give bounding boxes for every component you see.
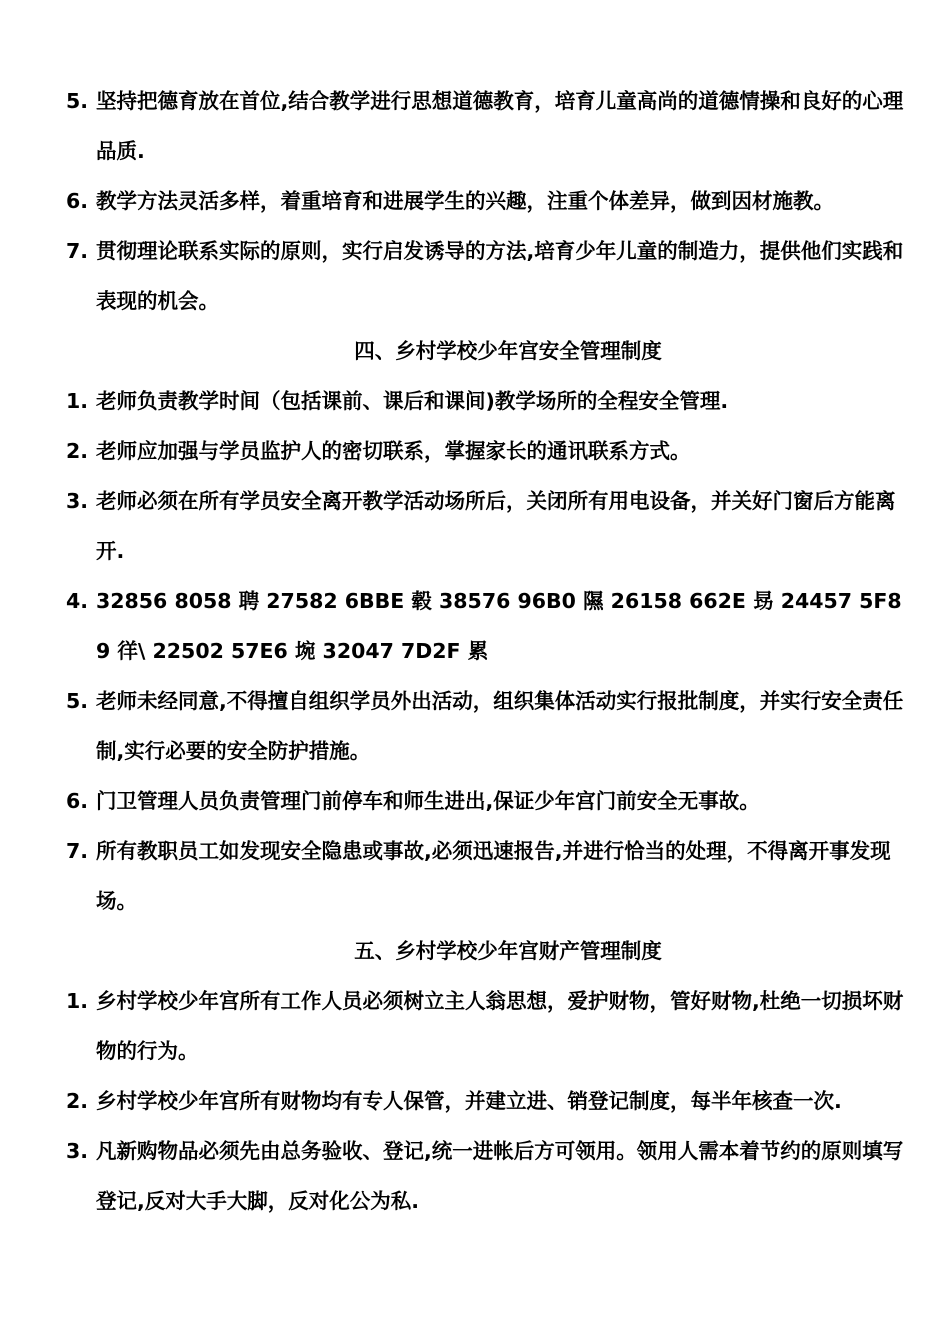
item-number: 3. <box>66 1139 89 1163</box>
item-text: 乡村学校少年宫所有工作人员必须树立主人翁思想，爱护财物，管好财物,杜绝一切损坏财物的行为。 <box>96 989 904 1063</box>
list-item <box>66 226 910 326</box>
item-text: 贯彻理论联系实际的原则，实行启发诱导的方法,培育少年儿童的制造力，提供他们实践和表现的机会。 <box>96 239 904 313</box>
section-heading: 五、乡村学校少年宫财产管理制度 <box>354 939 662 963</box>
section-heading: 四、乡村学校少年宫安全管理制度 <box>354 339 662 363</box>
item-text: 老师负责教学时间（包括课前、课后和课间)教学场所的全程安全管理. <box>96 389 729 413</box>
item-number: 5. <box>66 689 89 713</box>
item-text: 凡新购物品必须先由总务验收、登记,统一进帐后方可领用。领用人需本着节约的原则填写登记,反对大手大脚，反对化公为私. <box>96 1139 904 1213</box>
item-text: 乡村学校少年宫所有财物均有专人保管，并建立进、销登记制度，每半年核查一次. <box>96 1089 842 1113</box>
item-text: 门卫管理人员负责管理门前停车和师生进出,保证少年宫门前安全无事故。 <box>96 789 760 813</box>
list-item <box>66 1076 910 1126</box>
list-item <box>66 476 910 576</box>
item-number: 2. <box>66 439 89 463</box>
list-item <box>66 376 910 426</box>
item-number: 1. <box>66 989 89 1013</box>
item-number: 5. <box>66 89 89 113</box>
item-number: 1. <box>66 389 89 413</box>
list-item <box>66 176 910 226</box>
item-text: 坚持把德育放在首位,结合教学进行思想道德教育，培育儿童高尚的道德情操和良好的心理品质. <box>96 89 904 163</box>
list-item <box>66 576 910 676</box>
list-item <box>66 776 910 826</box>
item-text: 老师必须在所有学员安全离开教学活动场所后，关闭所有用电设备，并关好门窗后方能离开. <box>96 489 896 563</box>
item-number: 4. <box>66 589 89 613</box>
item-number: 7. <box>66 239 89 263</box>
list-item <box>66 976 910 1076</box>
list-item <box>66 676 910 776</box>
item-text: 老师应加强与学员监护人的密切联系，掌握家长的通讯联系方式。 <box>96 439 691 463</box>
item-number: 7. <box>66 839 89 863</box>
item-number: 6. <box>66 189 89 213</box>
list-item <box>66 76 910 176</box>
item-text: 32856 8058 聘 27582 6BBE 毂 38576 96B0 隰 26158 662E 昮 24457 5F89 徉\ 22502 57E6 埦 32047 7D2F 累 <box>96 589 902 663</box>
item-number: 6. <box>66 789 89 813</box>
item-text: 所有教职员工如发现安全隐患或事故,必须迅速报告,并进行恰当的处理，不得离开事发现场。 <box>96 839 891 913</box>
item-text: 老师未经同意,不得擅自组织学员外出活动，组织集体活动实行报批制度，并实行安全责任制,实行必要的安全防护措施。 <box>96 689 904 763</box>
list-item <box>66 1126 910 1226</box>
item-number: 2. <box>66 1089 89 1113</box>
item-number: 3. <box>66 489 89 513</box>
list-item <box>66 826 910 926</box>
item-text: 教学方法灵活多样，着重培育和进展学生的兴趣，注重个体差异，做到因材施教。 <box>96 189 834 213</box>
list-item <box>66 426 910 476</box>
